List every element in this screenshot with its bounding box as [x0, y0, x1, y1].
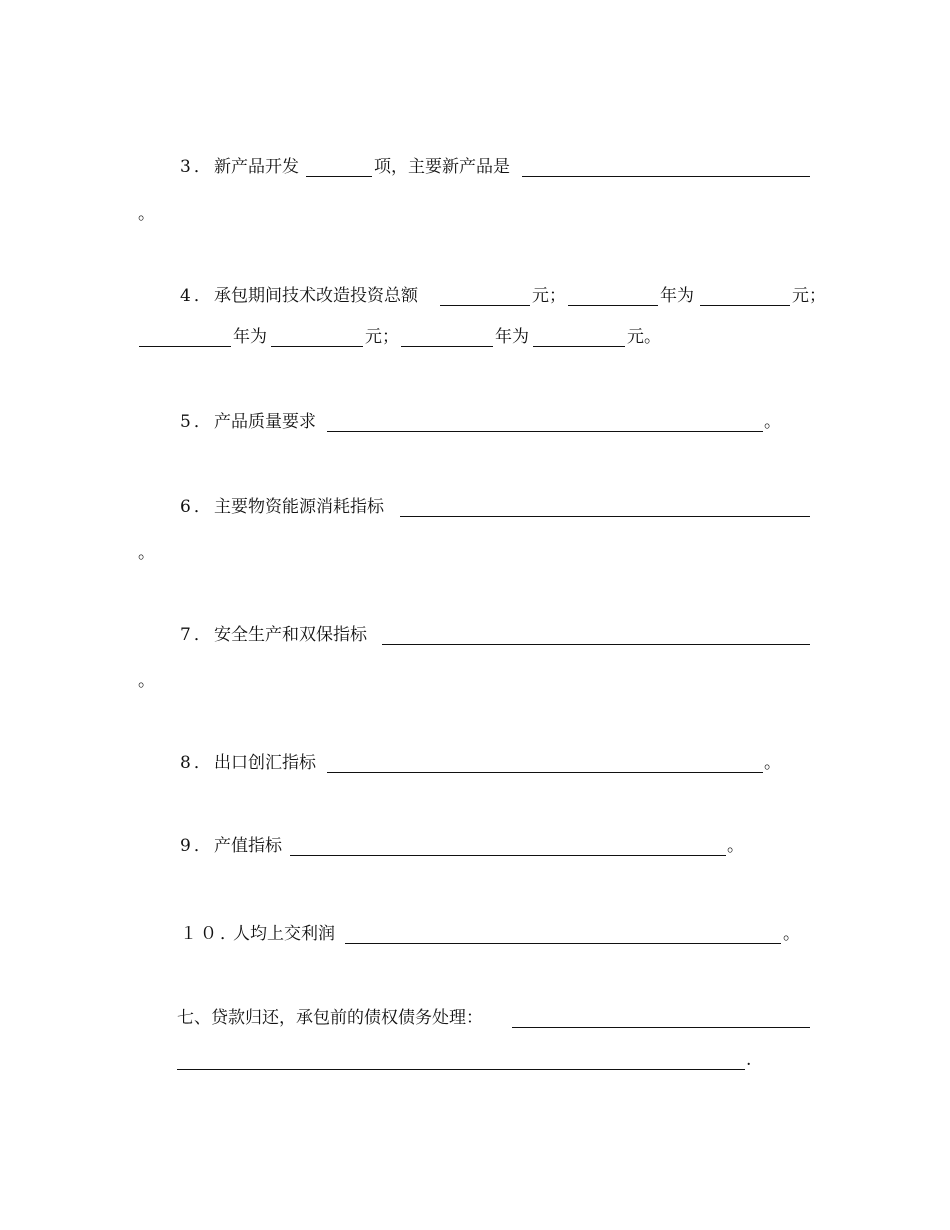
- section-7-period: .: [746, 1050, 752, 1070]
- section-7-blank-1[interactable]: [512, 1027, 810, 1028]
- item-4-year-1-label: 年为: [660, 286, 694, 306]
- item-6-number: 6．: [180, 497, 214, 517]
- item-4-year-2-blank[interactable]: [139, 346, 231, 347]
- item-4-amount-3-blank[interactable]: [533, 346, 625, 347]
- item-7-label: 安全生产和双保指标: [214, 625, 367, 645]
- item-10-blank[interactable]: [345, 943, 781, 944]
- item-5-number: 5．: [180, 412, 214, 432]
- item-9-number: 9．: [180, 836, 214, 856]
- item-9-label: 产值指标: [214, 836, 282, 856]
- section-7-label: 七、贷款归还，承包前的债权债务处理：: [177, 1008, 483, 1028]
- section-7-line: [0, 1006, 950, 1030]
- item-8-blank[interactable]: [327, 772, 763, 773]
- section-7-blank-2[interactable]: [177, 1069, 745, 1070]
- item-3-mid-text: 项，主要新产品是: [374, 157, 510, 177]
- item-4-amount-1-blank[interactable]: [700, 305, 790, 306]
- item-4-yuan-2: 元；: [792, 286, 826, 306]
- item-4-year-2-label: 年为: [233, 327, 267, 347]
- item-10-period: 。: [783, 924, 800, 944]
- item-3-product-blank[interactable]: [522, 176, 810, 177]
- item-4-label: 承包期间技术改造投资总额: [214, 286, 418, 306]
- item-6-period: 。: [138, 543, 155, 563]
- item-4-year-3-blank[interactable]: [401, 346, 493, 347]
- item-7-line: [0, 623, 950, 647]
- item-8-period: 。: [764, 753, 781, 773]
- item-5-period: 。: [764, 412, 781, 432]
- item-6-line: [0, 495, 950, 519]
- item-3-period: 。: [138, 204, 155, 224]
- item-3-number: 3．: [180, 157, 214, 177]
- item-4-year-1-blank[interactable]: [568, 305, 658, 306]
- item-7-number: 7．: [180, 625, 214, 645]
- item-8-label: 出口创汇指标: [214, 753, 316, 773]
- item-5-blank[interactable]: [327, 431, 763, 432]
- item-4-total-blank[interactable]: [440, 305, 530, 306]
- item-3-line: [0, 155, 950, 179]
- item-8-number: 8．: [180, 753, 214, 773]
- item-4-line-2: [0, 325, 950, 349]
- item-3-label: 新产品开发: [214, 157, 299, 177]
- item-9-period: 。: [727, 836, 744, 856]
- item-4-year-3-label: 年为: [495, 327, 529, 347]
- item-9-blank[interactable]: [290, 855, 726, 856]
- item-4-yuan-3: 元；: [365, 327, 399, 347]
- item-3-end-line: [0, 202, 950, 226]
- item-5-line: [0, 410, 950, 434]
- item-6-label: 主要物资能源消耗指标: [214, 497, 384, 517]
- item-7-blank[interactable]: [382, 644, 810, 645]
- item-10-label: 人均上交利润: [233, 924, 335, 944]
- item-6-blank[interactable]: [400, 516, 810, 517]
- item-10-number: １０．: [180, 924, 240, 944]
- item-6-end-line: [0, 541, 950, 565]
- item-9-line: [0, 834, 950, 858]
- item-4-amount-2-blank[interactable]: [271, 346, 363, 347]
- item-4-line-1: [0, 284, 950, 308]
- item-4-yuan-4: 元。: [627, 327, 661, 347]
- section-7-line-2: [0, 1048, 950, 1072]
- item-4-yuan-1: 元；: [532, 286, 566, 306]
- item-7-end-line: [0, 669, 950, 693]
- item-5-label: 产品质量要求: [214, 412, 316, 432]
- item-8-line: [0, 751, 950, 775]
- item-7-period: 。: [138, 671, 155, 691]
- item-4-number: 4．: [180, 286, 214, 306]
- item-3-count-blank[interactable]: [306, 176, 372, 177]
- item-10-line: [0, 922, 950, 946]
